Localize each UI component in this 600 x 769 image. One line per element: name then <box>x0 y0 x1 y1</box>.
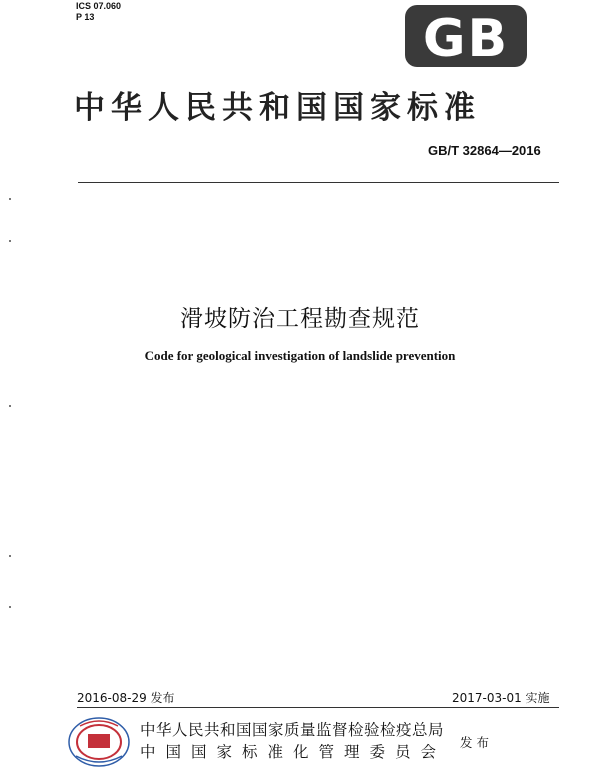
document-title-english: Code for geological investigation of landslide prevention <box>144 348 456 363</box>
header-divider <box>78 182 559 183</box>
margin-mark <box>9 555 11 557</box>
issuer-line-2: 中国国家标准化管理委员会 <box>140 743 447 761</box>
ics-code: ICS 07.060 <box>76 1 122 11</box>
implement-date: 2017-03-01 实施 <box>452 691 550 705</box>
footer-divider <box>77 707 559 708</box>
document-title-chinese: 滑坡防治工程勘查规范 <box>180 306 420 332</box>
standard-number: GB/T 32864—2016 <box>428 143 541 158</box>
margin-mark <box>9 198 11 200</box>
margin-mark <box>9 405 11 407</box>
classification-codes <box>76 1 121 23</box>
issuer-line-1: 中华人民共和国国家质量监督检验检疫总局 <box>140 721 445 739</box>
margin-mark <box>9 240 11 242</box>
ccs-code: P 13 <box>76 12 95 22</box>
issuer-seal-icon <box>66 712 132 769</box>
margin-mark <box>9 606 11 608</box>
svg-text:GB: GB <box>422 9 510 68</box>
gb-logo <box>404 4 528 68</box>
standard-category: 中华人民共和国国家标准 <box>74 90 481 126</box>
publish-date: 2016-08-29 发布 <box>77 691 175 705</box>
issue-label: 发布 <box>460 735 494 750</box>
